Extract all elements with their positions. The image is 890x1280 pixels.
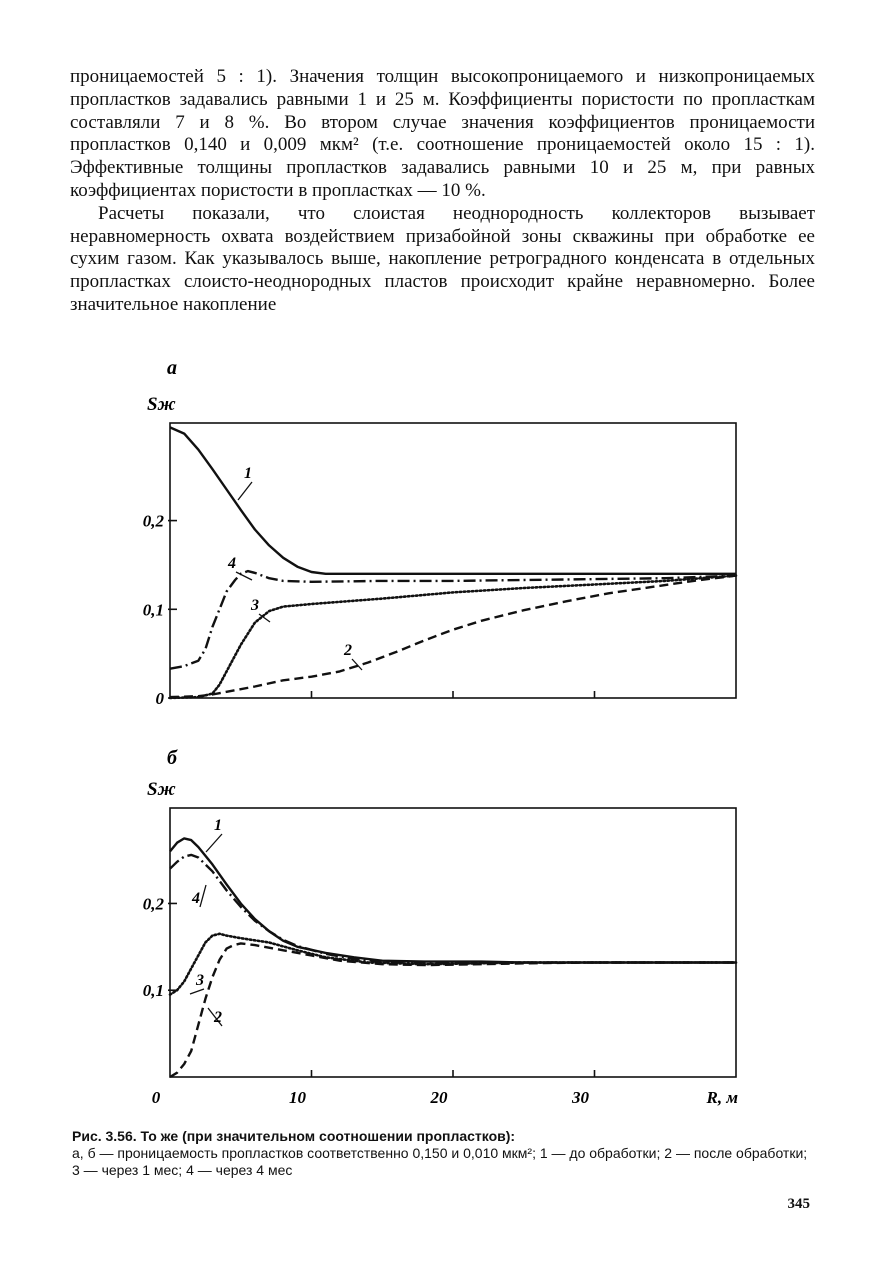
- series-leader-4: [200, 885, 206, 907]
- x-tick-label: 0: [151, 1088, 161, 1107]
- series-line-1: [170, 427, 736, 573]
- panel-label: б: [167, 747, 177, 769]
- series-label-1: 1: [214, 817, 222, 834]
- paragraph-1: проницаемостей 5 : 1). Значения толщин высокопроницаемого и низкопроницаемых пропластков задавались равными 1 и 25 м. Коэффициенты пористости по пропласткам составляли 7 и 8 %. Во втором случае значения коэффициентов проницаемости пропластков 0,140 и 0,009 мкм² (т.е. соотношение проницаемостей около 15 : 1). Эффективные толщины пропластков задавались равными 10 и 25 м, при равных коэффициентах пористости в пропластках — 10 %.: [70, 66, 815, 201]
- series-label-4: 4: [192, 890, 200, 907]
- paragraph-2: Расчеты показали, что слоистая неоднородность коллекторов вызывает неравномерность охвата воздействием призабойной зоны скважины при обработке ее сухим газом. Как указывалось выше, накопление ретроградного конденсата в отдельных пропластках слоисто-неоднородных пластов происходит крайне неравномерно. Более значительное накопление: [70, 202, 815, 315]
- series-line-4: [170, 571, 736, 669]
- x-axis-label: R, м: [706, 1088, 738, 1107]
- y-tick-label: 0,2: [142, 894, 164, 914]
- series-leader-2: [352, 659, 362, 670]
- y-tick-label: 0,1: [142, 600, 164, 620]
- series-line-2: [170, 576, 736, 698]
- x-tick-label: 30: [572, 1088, 589, 1107]
- series-line-4: [170, 855, 736, 963]
- y-tick-label: 0,1: [142, 981, 164, 1001]
- series-label-2: 2: [214, 1009, 222, 1026]
- series-line-3: [170, 934, 736, 995]
- page-number: 345: [787, 1196, 810, 1212]
- y-axis-label: Sж: [147, 394, 176, 415]
- y-tick-label: 0,2: [142, 511, 164, 531]
- caption-title: Рис. 3.56. То же (при значительном соотношении пропластков):: [72, 1128, 516, 1144]
- series-label-3: 3: [196, 972, 204, 989]
- x-tick-label: 10: [289, 1088, 306, 1107]
- series-label-3: 3: [251, 597, 259, 614]
- series-label-4: 4: [228, 555, 236, 572]
- y-tick-label: 0: [155, 689, 164, 708]
- series-label-2: 2: [344, 642, 352, 659]
- figure-caption: [72, 1128, 814, 1179]
- series-leader-3: [190, 989, 204, 994]
- caption-body: а, б — проницаемость пропластков соответственно 0,150 и 0,010 мкм²; 1 — до обработки; 2 — после обработки; 3 — через 1 мес; 4 — через 4 мес: [72, 1145, 808, 1178]
- series-leader-1: [238, 482, 252, 500]
- y-axis-label: Sж: [147, 779, 176, 800]
- series-line-3: [170, 576, 736, 698]
- panel-label: а: [167, 357, 177, 379]
- series-leader-4: [236, 572, 252, 580]
- series-label-1: 1: [244, 465, 252, 482]
- series-leader-1: [206, 834, 222, 852]
- x-tick-label: 20: [430, 1088, 448, 1107]
- plot-frame-1: [170, 423, 736, 698]
- series-line-1: [170, 838, 736, 962]
- plot-frame-2: [170, 808, 736, 1077]
